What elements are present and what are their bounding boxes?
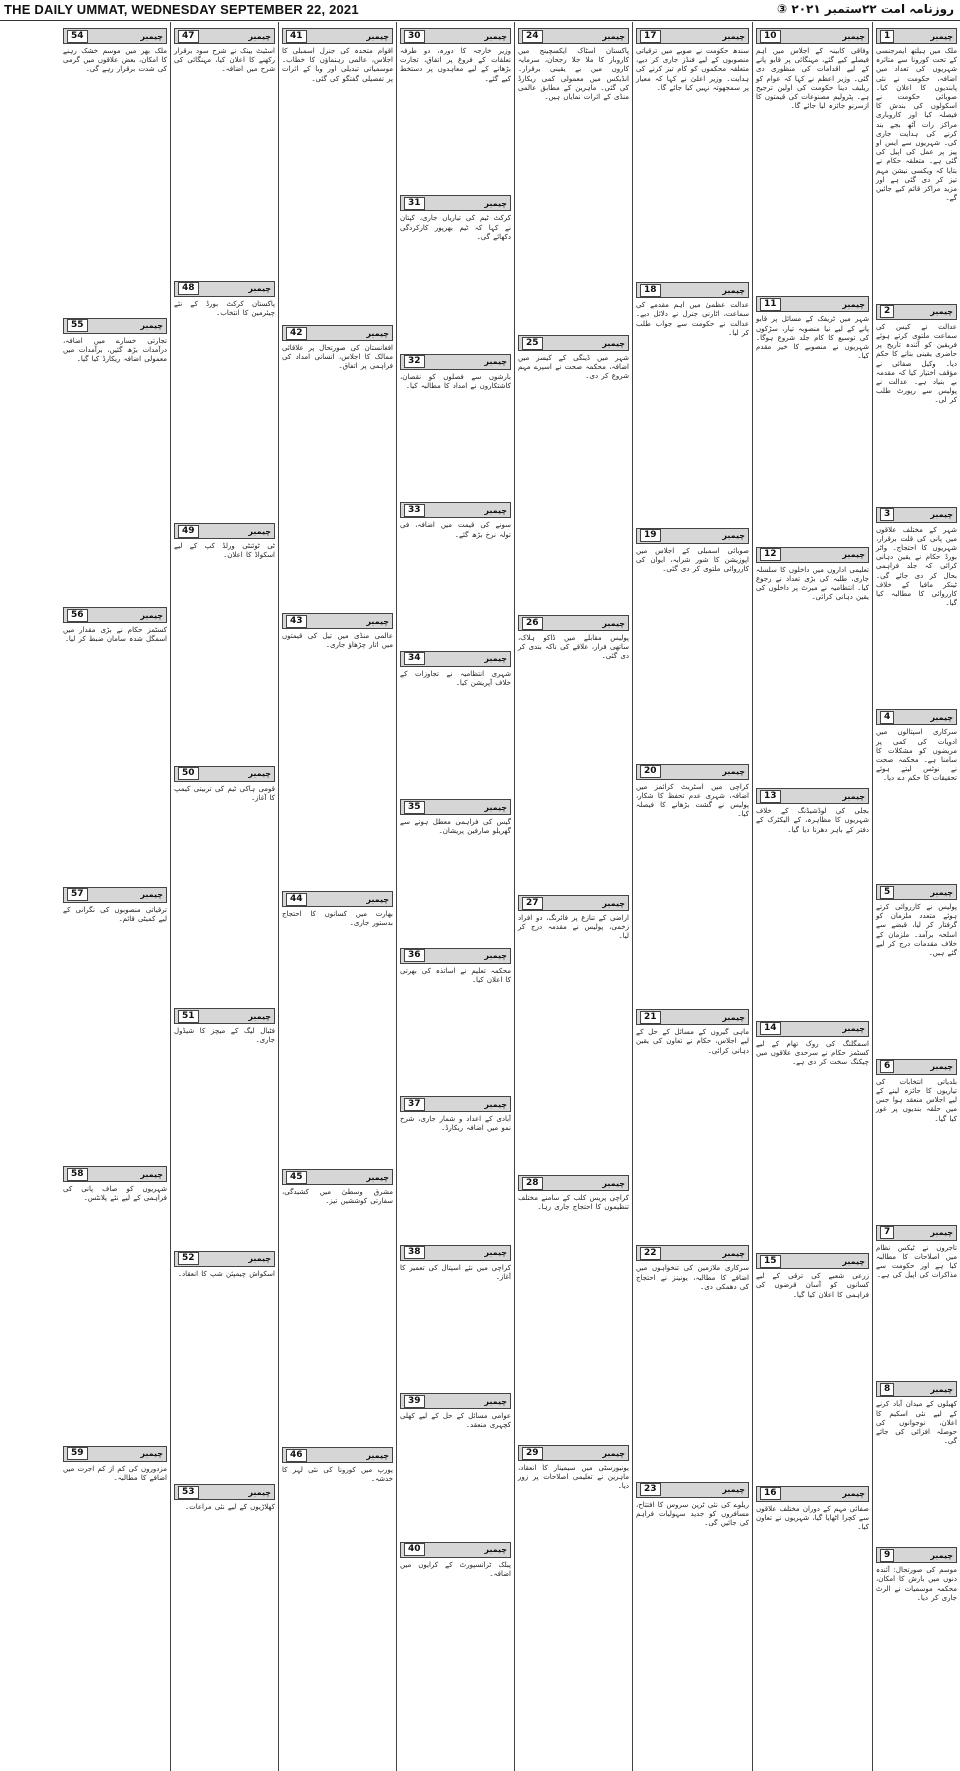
article-label: چیمبر <box>842 1024 865 1034</box>
article-number: 58 <box>67 1168 88 1181</box>
article-number: 24 <box>522 30 543 43</box>
article-label: چیمبر <box>248 1011 271 1021</box>
article-label: چیمبر <box>140 610 163 620</box>
article-label: چیمبر <box>602 1178 625 1188</box>
article-body: اسٹیٹ بینک نے شرح سود برقرار رکھنے کا اعلان کیا، مہنگائی کی شرح میں اضافہ۔ <box>174 47 275 74</box>
article-header <box>400 799 511 815</box>
article-number: 17 <box>640 30 661 43</box>
article-header <box>282 1169 393 1185</box>
article-body: کرکٹ ٹیم کی تیاریاں جاری، کپتان نے کہا کہ ٹیم بھرپور کارکردگی دکھائے گی۔ <box>400 214 511 241</box>
article-label: چیمبر <box>930 887 953 897</box>
article-body: پاکستان اسٹاک ایکسچینج میں کاروبار کا ملا جلا رجحان، سرمایہ کاروں میں بے یقینی برقرار۔ انڈیکس میں معمولی کمی ریکارڈ کی گئی۔ ماہرین کے مطابق عالمی منڈی کے اثرات نمایاں ہیں۔ <box>518 47 629 102</box>
article-label: چیمبر <box>140 321 163 330</box>
article-header <box>636 28 749 44</box>
article-header <box>636 528 749 544</box>
article-body: اقوام متحدہ کی جنرل اسمبلی کا اجلاس، عالمی رہنماؤں کا خطاب۔ موسمیاتی تبدیلی اور وبا کے اثرات پر تفصیلی گفتگو کی گئی۔ <box>282 47 393 83</box>
article-label: چیمبر <box>930 712 953 722</box>
article-number: 18 <box>640 284 661 297</box>
article-label: چیمبر <box>366 328 389 338</box>
article-label: چیمبر <box>248 284 271 294</box>
article-header <box>876 304 957 320</box>
news-column <box>632 22 752 1771</box>
article-body: آبادی کے اعداد و شمار جاری، شرح نمو میں اضافہ ریکارڈ۔ <box>400 1115 511 1133</box>
article-label: چیمبر <box>602 338 625 348</box>
article-header <box>518 1445 629 1461</box>
article-label: چیمبر <box>484 1099 507 1109</box>
article-number: 38 <box>404 1246 425 1259</box>
article-header <box>282 325 393 341</box>
article-label: چیمبر <box>602 898 625 908</box>
article-body: ماہی گیروں کے مسائل کے حل کے لیے اجلاس، حکام نے تعاون کی یقین دہانی کرائی۔ <box>636 1028 749 1055</box>
article-number: 37 <box>404 1098 425 1111</box>
article-label: چیمبر <box>722 1012 745 1022</box>
article-label: چیمبر <box>842 550 865 560</box>
article-header <box>174 1251 275 1267</box>
article-header <box>636 1245 749 1261</box>
news-column <box>514 22 632 1771</box>
article-body: قومی ہاکی ٹیم کی تربیتی کیمپ کا آغاز۔ <box>174 784 275 802</box>
article-label: چیمبر <box>366 31 389 41</box>
article-number: 46 <box>286 1449 307 1462</box>
article-number: 33 <box>404 504 425 517</box>
article-number: 56 <box>67 609 88 622</box>
article-header <box>518 28 629 44</box>
article-header <box>636 1482 749 1498</box>
article-number: 19 <box>640 529 661 542</box>
article-number: 31 <box>404 197 425 210</box>
article-label: چیمبر <box>842 31 865 41</box>
article-number: 49 <box>178 525 199 538</box>
article-header <box>63 318 167 334</box>
article-header <box>400 948 511 964</box>
article-body: بجلی کی لوڈشیڈنگ کے خلاف شہریوں کا مظاہرہ، کے الیکٹرک کے دفتر کے باہر دھرنا دیا گیا۔ <box>756 807 869 834</box>
article-number: 12 <box>760 548 781 561</box>
article-label: چیمبر <box>930 1228 953 1238</box>
article-header <box>400 1393 511 1409</box>
article-header <box>282 891 393 907</box>
article-header <box>876 1547 957 1563</box>
article-body: تاجروں نے ٹیکس نظام میں اصلاحات کا مطالبہ کیا ہے اور حکومت سے مذاکرات کی اپیل کی ہے۔ <box>876 1243 957 1280</box>
article-body: ریلوے کی نئی ٹرین سروس کا افتتاح، مسافروں کو جدید سہولیات فراہم کی جائیں گی۔ <box>636 1500 749 1528</box>
article-header <box>400 1542 511 1558</box>
article-header <box>174 1484 275 1500</box>
article-header <box>400 28 511 44</box>
article-number: 51 <box>178 1010 199 1023</box>
article-body: سرکاری ملازمین کی تنخواہوں میں اضافے کا مطالبہ، یونینز نے احتجاج کی دھمکی دی۔ <box>636 1264 749 1291</box>
article-label: چیمبر <box>722 1248 745 1258</box>
article-header <box>400 354 511 370</box>
article-number: 21 <box>640 1011 661 1024</box>
columns-container <box>0 22 960 1771</box>
article-header <box>756 1486 869 1502</box>
article-number: 35 <box>404 801 425 814</box>
article-number: 3 <box>880 508 894 521</box>
article-number: 29 <box>522 1447 543 1460</box>
article-body: سندھ حکومت نے صوبے میں ترقیاتی منصوبوں کے لیے فنڈز جاری کر دیے، متعلقہ محکموں کو کام تیز کرنے کی ہدایت۔ وزیر اعلیٰ نے کہا کہ معیار پر سمجھوتہ نہیں کیا جائے گا۔ <box>636 47 749 92</box>
article-number: 7 <box>880 1226 894 1239</box>
article-body: وزیر خارجہ کا دورہ، دو طرفہ تعلقات کے فروغ پر اتفاق، تجارت بڑھانے کے لیے معاہدوں پر دستخط کیے گئے۔ <box>400 47 511 83</box>
article-label: چیمبر <box>930 1384 953 1394</box>
article-header <box>63 1446 167 1462</box>
article-label: چیمبر <box>484 1396 507 1406</box>
article-header <box>174 28 275 44</box>
article-number: 26 <box>522 617 543 630</box>
article-label: چیمبر <box>930 1550 953 1560</box>
article-number: 43 <box>286 615 307 628</box>
article-header <box>174 1008 275 1024</box>
article-body: صفائی مہم کے دوران مختلف علاقوں سے کچرا اٹھایا گیا، شہریوں نے تعاون کیا۔ <box>756 1504 869 1531</box>
article-header <box>876 709 957 725</box>
article-number: 41 <box>286 30 307 43</box>
article-body: کھلاڑیوں کے لیے نئی مراعات۔ <box>185 1503 275 1512</box>
article-header <box>756 547 869 563</box>
article-number: 11 <box>760 298 781 311</box>
article-header <box>756 788 869 804</box>
article-body: تعلیمی اداروں میں داخلوں کا سلسلہ جاری، طلبہ کی بڑی تعداد نے رجوع کیا۔ انتظامیہ نے میرٹ پر داخلوں کی یقین دہانی کرائی۔ <box>756 565 869 602</box>
article-body: وفاقی کابینہ کے اجلاس میں اہم فیصلے کیے گئے، مہنگائی پر قابو پانے کے لیے اقدامات کی منظوری دی گئی۔ وزیر اعظم نے کہا کہ عوام کو ریلیف دینا حکومت کی اولین ترجیح ہے۔ پٹرولیم مصنوعات کی قیمتوں کا ازسرنو جائزہ لیا جائے گا۔ <box>756 47 869 111</box>
article-label: چیمبر <box>722 285 745 295</box>
article-header <box>400 502 511 518</box>
article-label: چیمبر <box>602 31 625 41</box>
article-number: 16 <box>760 1487 781 1500</box>
article-number: 44 <box>286 893 307 906</box>
article-body: شہر میں ڈینگی کے کیسز میں اضافہ، محکمہ صحت نے اسپرے مہم شروع کر دی۔ <box>518 354 629 381</box>
article-header <box>63 887 167 903</box>
article-label: چیمبر <box>842 1256 865 1266</box>
article-number: 55 <box>67 319 88 332</box>
article-body: پاکستان کرکٹ بورڈ کے نئے چیئرمین کا انتخاب۔ <box>174 299 275 317</box>
article-body: شہری انتظامیہ نے تجاوزات کے خلاف آپریشن کیا۔ <box>400 669 511 688</box>
article-label: چیمبر <box>484 1545 507 1555</box>
article-number: 2 <box>880 305 894 318</box>
article-body: گیس کی فراہمی معطل ہونے سے گھریلو صارفین پریشان۔ <box>400 818 511 836</box>
article-header <box>174 523 275 539</box>
article-header <box>636 764 749 780</box>
article-body: افغانستان کی صورتحال پر علاقائی ممالک کا اجلاس، انسانی امداد کی فراہمی پر اتفاق۔ <box>282 344 393 371</box>
article-number: 23 <box>640 1483 661 1496</box>
article-header <box>518 1175 629 1191</box>
article-body: بارشوں سے فصلوں کو نقصان، کاشتکاروں نے امداد کا مطالبہ کیا۔ <box>400 372 511 391</box>
article-body: شہر میں ٹریفک کے مسائل پر قابو پانے کے لیے نیا منصوبہ تیار، سڑکوں کی توسیع کا کام جلد شروع ہوگا۔ شہریوں نے منصوبے کا خیر مقدم کیا۔ <box>756 315 869 361</box>
article-header <box>518 615 629 631</box>
article-body: شہریوں کو صاف پانی کی فراہمی کے لیے نئے پلانٹس۔ <box>63 1185 167 1203</box>
article-label: چیمبر <box>248 769 271 779</box>
article-number: 10 <box>760 30 781 43</box>
news-column <box>872 22 960 1771</box>
article-body: فٹبال لیگ کے میچز کا شیڈول جاری۔ <box>174 1027 275 1045</box>
article-number: 5 <box>880 886 894 899</box>
article-label: چیمبر <box>842 1489 865 1499</box>
article-label: چیمبر <box>140 31 163 41</box>
article-label: چیمبر <box>930 31 953 41</box>
article-label: چیمبر <box>930 307 953 317</box>
article-number: 6 <box>880 1060 894 1073</box>
article-header <box>63 607 167 623</box>
article-label: چیمبر <box>722 767 745 777</box>
article-header <box>518 895 629 911</box>
article-header <box>518 335 629 351</box>
article-header <box>756 1253 869 1269</box>
article-header <box>876 507 957 523</box>
article-header <box>63 28 167 44</box>
news-column <box>60 22 170 1771</box>
masthead <box>0 0 960 21</box>
article-label: چیمبر <box>930 510 953 520</box>
article-label: چیمبر <box>484 654 507 664</box>
article-header <box>636 282 749 298</box>
article-label: چیمبر <box>366 616 389 626</box>
article-header <box>876 1059 957 1075</box>
article-number: 52 <box>178 1252 199 1265</box>
article-number: 4 <box>880 711 894 724</box>
article-label: چیمبر <box>366 894 389 904</box>
article-header <box>400 1096 511 1112</box>
article-body: اراضی کے تنازع پر فائرنگ، دو افراد زخمی، پولیس نے مقدمہ درج کر لیا۔ <box>518 914 629 941</box>
masthead-english-title: THE DAILY UMMAT, WEDNESDAY SEPTEMBER 22, 2021 <box>4 2 359 17</box>
article-header <box>282 613 393 629</box>
article-header <box>174 766 275 782</box>
article-body: کسٹمز حکام نے بڑی مقدار میں اسمگل شدہ سامان ضبط کر لیا۔ <box>63 626 167 644</box>
article-header <box>876 1225 957 1241</box>
article-number: 1 <box>880 30 894 43</box>
article-header <box>756 296 869 312</box>
news-column <box>752 22 872 1771</box>
article-body: یورپ میں کورونا کی نئی لہر کا خدشہ۔ <box>282 1466 393 1484</box>
news-column <box>170 22 278 1771</box>
article-number: 14 <box>760 1022 781 1035</box>
article-number: 42 <box>286 327 307 340</box>
article-label: چیمبر <box>248 1254 271 1264</box>
article-header <box>174 281 275 297</box>
article-label: چیمبر <box>366 1450 389 1460</box>
article-header <box>63 1166 167 1182</box>
article-label: چیمبر <box>484 357 507 367</box>
masthead-urdu-title: روزنامہ امت ۲۲ستمبر ۲۰۲۱ ③ <box>777 2 954 16</box>
article-number: 13 <box>760 790 781 803</box>
article-header <box>756 1021 869 1037</box>
article-header <box>400 1245 511 1261</box>
article-body: یونیورسٹی میں سیمینار کا انعقاد، ماہرین نے تعلیمی اصلاحات پر زور دیا۔ <box>518 1464 629 1491</box>
article-body: بلدیاتی انتخابات کی تیاریوں کا جائزہ لینے کے لیے اجلاس منعقد ہوا جس میں حلقہ بندیوں پر غور کیا گیا۔ <box>876 1077 957 1123</box>
article-header <box>876 28 957 44</box>
article-number: 48 <box>178 282 199 295</box>
article-body: ٹی ٹوئنٹی ورلڈ کپ کے لیے اسکواڈ کا اعلان۔ <box>174 542 275 560</box>
article-number: 36 <box>404 949 425 962</box>
article-number: 34 <box>404 652 425 665</box>
article-label: چیمبر <box>248 31 271 41</box>
article-label: چیمبر <box>842 791 865 801</box>
article-body: ترقیاتی منصوبوں کی نگرانی کے لیے کمیٹی قائم۔ <box>63 905 167 923</box>
article-body: عدالت عظمیٰ میں اہم مقدمے کی سماعت، اٹارنی جنرل نے دلائل دیے۔ عدالت نے حکومت سے جواب طلب کر لیا۔ <box>636 301 749 337</box>
article-label: چیمبر <box>602 1448 625 1458</box>
article-body: پبلک ٹرانسپورٹ کے کرایوں میں اضافہ۔ <box>400 1560 511 1578</box>
article-number: 57 <box>67 888 88 901</box>
article-header <box>282 28 393 44</box>
article-number: 50 <box>178 767 199 780</box>
article-number: 15 <box>760 1255 781 1268</box>
article-body: سرکاری اسپتالوں میں ادویات کی کمی پر مریضوں کو مشکلات کا سامنا ہے۔ محکمہ صحت نے نوٹس لیتے ہوئے تحقیقات کا حکم دے دیا۔ <box>876 728 957 783</box>
article-body: صوبائی اسمبلی کے اجلاس میں اپوزیشن کا شور شرابہ، ایوان کی کارروائی ملتوی کر دی گئی۔ <box>636 546 749 573</box>
article-body: مشرق وسطیٰ میں کشیدگی، سفارتی کوششیں تیز۔ <box>282 1188 393 1206</box>
article-number: 30 <box>404 30 425 43</box>
article-body: موسم کی صورتحال: آئندہ دنوں میں بارش کا امکان، محکمہ موسمیات نے الرٹ جاری کر دیا۔ <box>876 1566 957 1602</box>
article-number: 28 <box>522 1177 543 1190</box>
article-number: 9 <box>880 1549 894 1562</box>
article-body: کراچی پریس کلب کے سامنے مختلف تنظیموں کا احتجاج جاری رہا۔ <box>518 1194 629 1212</box>
article-header <box>756 28 869 44</box>
article-number: 32 <box>404 355 425 368</box>
article-number: 40 <box>404 1543 425 1556</box>
article-number: 47 <box>178 30 199 43</box>
article-label: چیمبر <box>484 505 507 515</box>
article-body: تجارتی خسارے میں اضافہ، درآمدات بڑھ گئیں، برآمدات میں معمولی اضافہ ریکارڈ کیا گیا۔ <box>63 336 167 363</box>
article-number: 45 <box>286 1171 307 1184</box>
article-header <box>636 1009 749 1025</box>
article-body: عدالت نے کیس کی سماعت ملتوی کرتے ہوئے فریقین کو آئندہ تاریخ پر حاضری یقینی بنانے کا حکم دیا۔ وکیل صفائی نے مؤقف اختیار کیا کہ مقدمہ بے بنیاد ہے۔ عدالت نے پولیس سے رپورٹ طلب کر لی۔ <box>876 322 957 405</box>
article-body: ملک میں ہیلتھ ایمرجنسی کے تحت کورونا سے متاثرہ شہریوں کی تعداد میں اضافہ، حکومت نے نئی پابندیوں کا اعلان کیا۔ صوبائی حکومت نے اسکولوں کی بندش کا فیصلہ کیا اور کاروباری مراکز رات آٹھ بجے بند کرنے کی ہدایت جاری کی۔ شہریوں سے ایس او پیز پر عمل کی اپیل کی گئی ہے۔ متعلقہ حکام نے بتایا کہ ویکسی نیشن مہم تیز کر دی گئی ہے اور مزید مراکز قائم کیے جائیں گے۔ <box>876 47 957 203</box>
article-number: 54 <box>67 30 88 43</box>
article-label: چیمبر <box>248 1487 271 1497</box>
article-body: عالمی منڈی میں تیل کی قیمتوں میں اتار چڑھاؤ جاری۔ <box>282 632 393 650</box>
article-label: چیمبر <box>484 1248 507 1258</box>
article-header <box>876 884 957 900</box>
article-body: عوامی مسائل کے حل کے لیے کھلی کچہری منعقد۔ <box>400 1412 511 1430</box>
article-body: ملک بھر میں موسم خشک رہنے کا امکان، بعض علاقوں میں گرمی کی شدت برقرار رہے گی۔ <box>63 47 167 74</box>
news-column <box>396 22 514 1771</box>
article-header <box>876 1381 957 1397</box>
article-body: شہر کے مختلف علاقوں میں پانی کی قلت برقرار، شہریوں کا احتجاج۔ واٹر بورڈ حکام نے یقین دہانی کرائی کہ جلد فراہمی بحال کر دی جائے گی۔ ٹینکر مافیا کے خلاف کارروائی کا مطالبہ کیا گیا۔ <box>876 525 957 608</box>
article-number: 20 <box>640 765 661 778</box>
article-body: پولیس مقابلے میں ڈاکو ہلاک، ساتھی فرار، علاقے کی ناکہ بندی کر دی گئی۔ <box>518 634 629 661</box>
article-body: زرعی شعبے کی ترقی کے لیے کسانوں کو آسان قرضوں کی فراہمی کا اعلان کیا گیا۔ <box>756 1272 869 1299</box>
article-label: چیمبر <box>140 890 163 899</box>
article-body: پولیس نے کارروائی کرتے ہوئے متعدد ملزمان کو گرفتار کر لیا، قبضے سے اسلحہ برآمد۔ ملزمان کے خلاف مقدمات درج کر لیے گئے ہیں۔ <box>876 903 957 958</box>
article-header <box>282 1447 393 1463</box>
article-body: محکمہ تعلیم نے اساتذہ کی بھرتی کا اعلان کیا۔ <box>400 966 511 984</box>
article-body: سونے کی قیمت میں اضافہ، فی تولہ نرخ بڑھ گئے۔ <box>400 521 511 539</box>
article-label: چیمبر <box>722 1485 745 1495</box>
article-body: کراچی میں اسٹریٹ کرائمز میں اضافہ، شہری عدم تحفظ کا شکار، پولیس نے گشت بڑھانے کا فیصلہ کیا۔ <box>636 782 749 819</box>
article-label: چیمبر <box>484 802 507 812</box>
article-label: چیمبر <box>722 531 745 541</box>
article-body: کھیلوں کے میدان آباد کرنے کے لیے نئی اسکیم کا اعلان، نوجوانوں کی حوصلہ افزائی کی جائے گی۔ <box>876 1400 957 1446</box>
article-label: چیمبر <box>602 618 625 628</box>
article-label: چیمبر <box>140 1169 163 1179</box>
article-label: چیمبر <box>366 1172 389 1182</box>
article-number: 39 <box>404 1395 425 1408</box>
article-body: اسکواش چیمپئن شپ کا انعقاد۔ <box>177 1269 275 1278</box>
article-number: 27 <box>522 897 543 910</box>
article-label: چیمبر <box>484 31 507 41</box>
article-label: چیمبر <box>722 31 745 41</box>
article-number: 22 <box>640 1247 661 1260</box>
article-label: چیمبر <box>484 951 507 961</box>
news-column <box>278 22 396 1771</box>
article-label: چیمبر <box>930 1062 953 1072</box>
article-label: چیمبر <box>842 299 865 309</box>
article-number: 25 <box>522 337 543 350</box>
article-number: 59 <box>67 1447 88 1460</box>
article-label: چیمبر <box>140 1449 163 1458</box>
article-body: بھارت میں کسانوں کا احتجاج بدستور جاری۔ <box>282 910 393 928</box>
article-number: 8 <box>880 1383 894 1396</box>
article-body: کراچی میں نئے اسپتال کی تعمیر کا آغاز۔ <box>400 1263 511 1281</box>
article-body: مزدوروں کی کم از کم اجرت میں اضافے کا مطالبہ۔ <box>63 1464 167 1482</box>
article-header <box>400 195 511 211</box>
article-label: چیمبر <box>484 198 507 208</box>
article-header <box>400 651 511 667</box>
article-label: چیمبر <box>248 526 271 536</box>
article-body: اسمگلنگ کی روک تھام کے لیے کسٹمز حکام نے سرحدی علاقوں میں چیکنگ سخت کر دی ہے۔ <box>756 1039 869 1067</box>
article-number: 53 <box>178 1486 199 1499</box>
